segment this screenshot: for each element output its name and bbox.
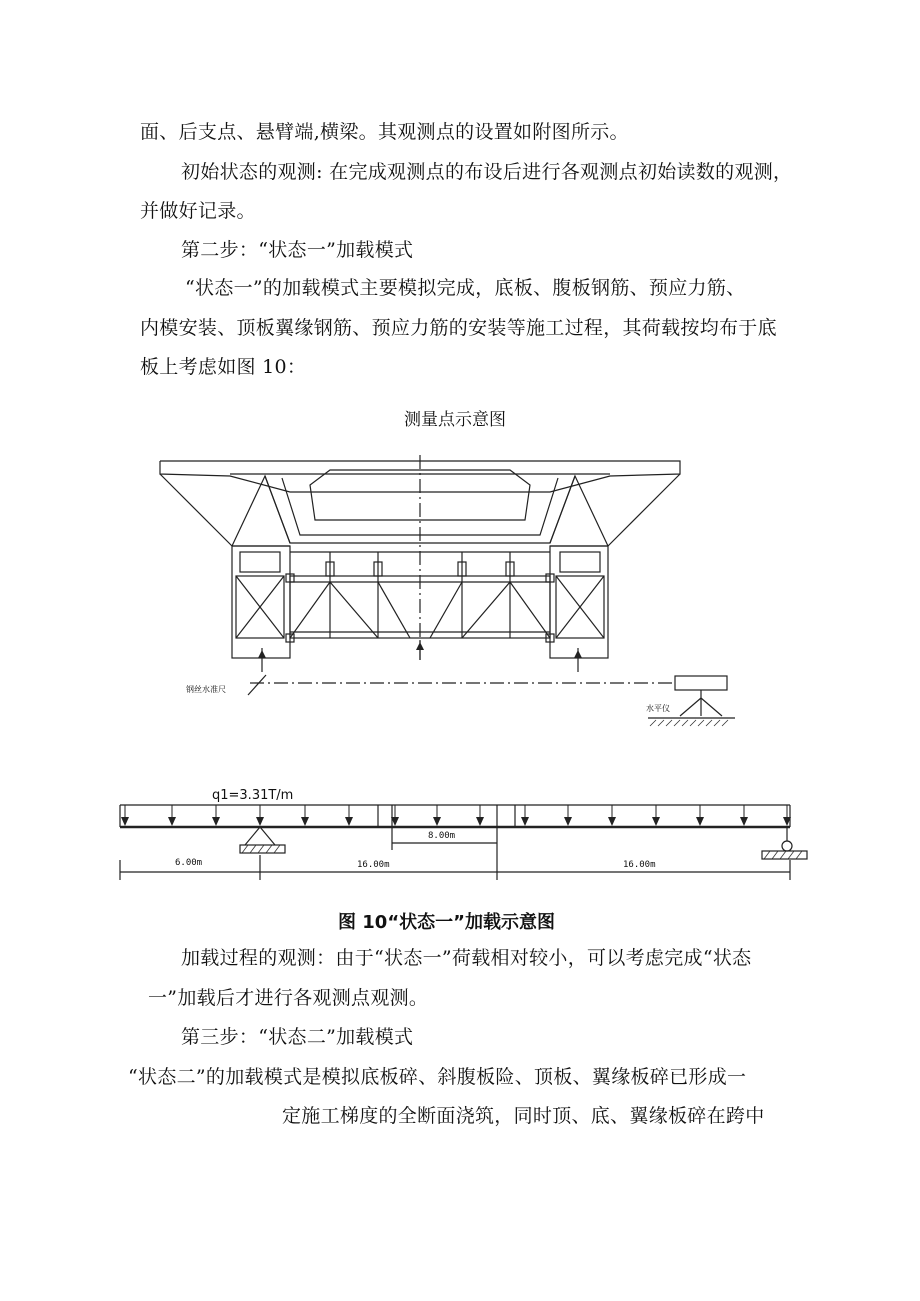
dimension-16m-right: 16.00m: [623, 860, 656, 870]
figure-1-title: 测量点示意图: [404, 410, 506, 430]
paragraph-5-line-1: 加载过程的观测：由于“状态一”荷载相对较小，可以考虑完成“状态: [181, 947, 752, 969]
paragraph-7-line-1: “状态二”的加载模式是模拟底板碎、斜腹板险、顶板、翼缘板碎已形成一: [128, 1066, 747, 1088]
step-3-heading: 第三步：“状态二”加载模式: [181, 1026, 414, 1048]
load-label: q1=3.31T/m: [212, 788, 294, 803]
step-2-heading: 第二步：“状态一”加载模式: [181, 239, 414, 261]
paragraph-4-line-3: 板上考虑如图 10：: [140, 356, 307, 378]
paragraph-5-line-2: 一”加载后才进行各观测点观测。: [148, 987, 429, 1009]
paragraph-1: 面、后支点、悬臂端,横梁。其观测点的设置如附图所示。: [140, 121, 629, 143]
paragraph-2-line-1: 初始状态的观测: 在完成观测点的布设后进行各观测点初始读数的观测，: [181, 161, 793, 183]
dimension-8m: 8.00m: [428, 831, 456, 841]
figure-10-caption: 图 10“状态一”加载示意图: [338, 912, 555, 933]
paragraph-2-line-2: 并做好记录。: [140, 200, 256, 222]
steel-wire-ruler-label: 钢丝水准尺: [186, 685, 226, 694]
dimension-16m-left: 16.00m: [357, 860, 390, 870]
dimension-6m: 6.00m: [175, 858, 203, 868]
level-instrument-label: 水平仪: [646, 704, 670, 713]
paragraph-4-line-1: “状态一”的加载模式主要模拟完成，底板、腹板钢筋、预应力筋、: [185, 277, 746, 299]
paragraph-4-line-2: 内模安装、顶板翼缘钢筋、预应力筋的安装等施工过程，其荷载按均布于底: [140, 317, 777, 339]
paragraph-7-line-2: 定施工梯度的全断面浇筑，同时顶、底、翼缘板碎在跨中: [282, 1105, 765, 1127]
